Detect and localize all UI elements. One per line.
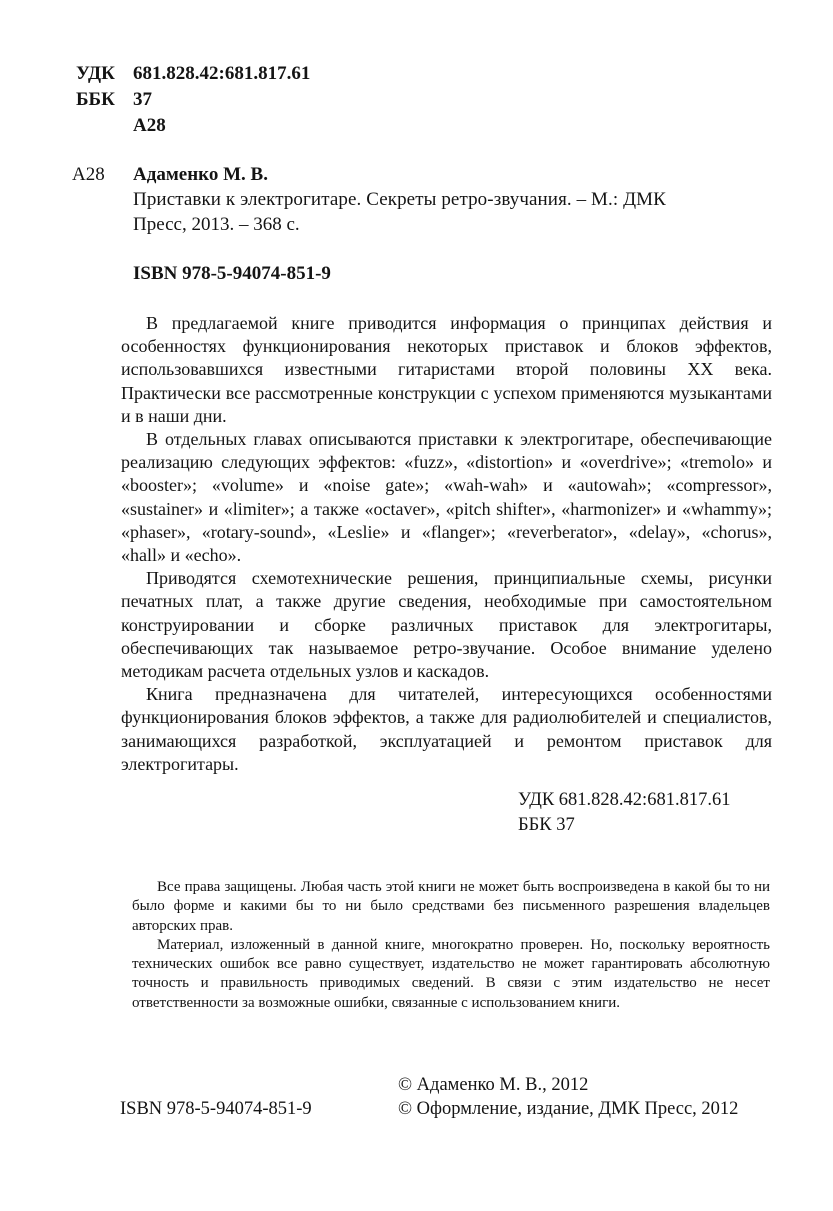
classification-udk: УДК 681.828.42:681.817.61 [518,790,731,810]
rights-notice [132,878,770,1013]
entry-isbn: ISBN 978-5-94074-851-9 [133,263,331,284]
entry-bib-line-2: Пресс, 2013. – 368 с. [133,214,300,235]
entry-bib-line-1: Приставки к электрогитаре. Секреты ретро-звучания. – М.: ДМК [133,189,666,210]
udk-label: УДК [76,63,115,84]
annotation-paragraph-3: Приводятся схемотехнические решения, принципиальные схемы, рисунки печатных плат, а также другие сведения, необходимые при самостоятельном конструировании и сборке различных приставок для электрогитары, обеспечивающих так называемое ретро-звучание. Особое внимание уделено методикам расчета отдельных узлов и каскадов. [121,568,772,682]
annotation [121,312,772,776]
author-code: А28 [133,115,166,136]
annotation-paragraph-4: Книга предназначена для читателей, интересующихся особенностями функционирования блоков эффектов, а также для радиолюбителей и специалистов, занимающихся разработкой, эксплуатацией и ремонтом приставок для электрогитары. [121,684,772,774]
footer-isbn: ISBN 978-5-94074-851-9 [120,1099,312,1119]
bbk-value: 37 [133,89,152,110]
copyright-publisher: © Оформление, издание, ДМК Пресс, 2012 [398,1099,739,1119]
copyright-author: © Адаменко М. В., 2012 [398,1075,589,1095]
annotation-paragraph-1: В предлагаемой книге приводится информация о принципах действия и особенностях функционирования некоторых приставок и блоков эффектов, использовавшихся известными гитаристами второй половины XX века. Практически все рассмотренные конструкции с успехом применяются музыкантами и в наши дни. [121,313,772,426]
entry-author: Адаменко М. В. [133,164,268,185]
rights-paragraph-1: Все права защищены. Любая часть этой книги не может быть воспроизведена в какой бы то ни было форме и какими бы то ни было средствами без письменного разрешения владельцев авторских прав. [132,879,770,934]
annotation-paragraph-2: В отдельных главах описываются приставки к электрогитаре, обеспечивающие реализацию следующих эффектов: «fuzz», «distortion» и «overdrive»; «tremolo» и «booster»; «volume» и «noise gate»; «wah-wah» и «autowah»; «compressor», «sustainer» и «limiter»; а также «octaver», «pitch shifter», «harmonizer» и «whammy»; «phaser», «rotary-sound», «Leslie» и «flanger»; «reverberator», «delay», «chorus», «hall» и «echo». [121,429,772,566]
udk-value: 681.828.42:681.817.61 [133,63,311,84]
rights-paragraph-2: Материал, изложенный в данной книге, многократно проверен. Но, поскольку вероятность технических ошибок все равно существует, издательство не может гарантировать абсолютную точность и правильность приводимых сведений. В связи с этим издательство не несет ответственности за возможные ошибки, связанные с использованием книги. [132,936,770,1011]
classification-bbk: ББК 37 [518,815,575,835]
entry-code: А28 [72,164,105,185]
bbk-label: ББК [76,89,115,110]
